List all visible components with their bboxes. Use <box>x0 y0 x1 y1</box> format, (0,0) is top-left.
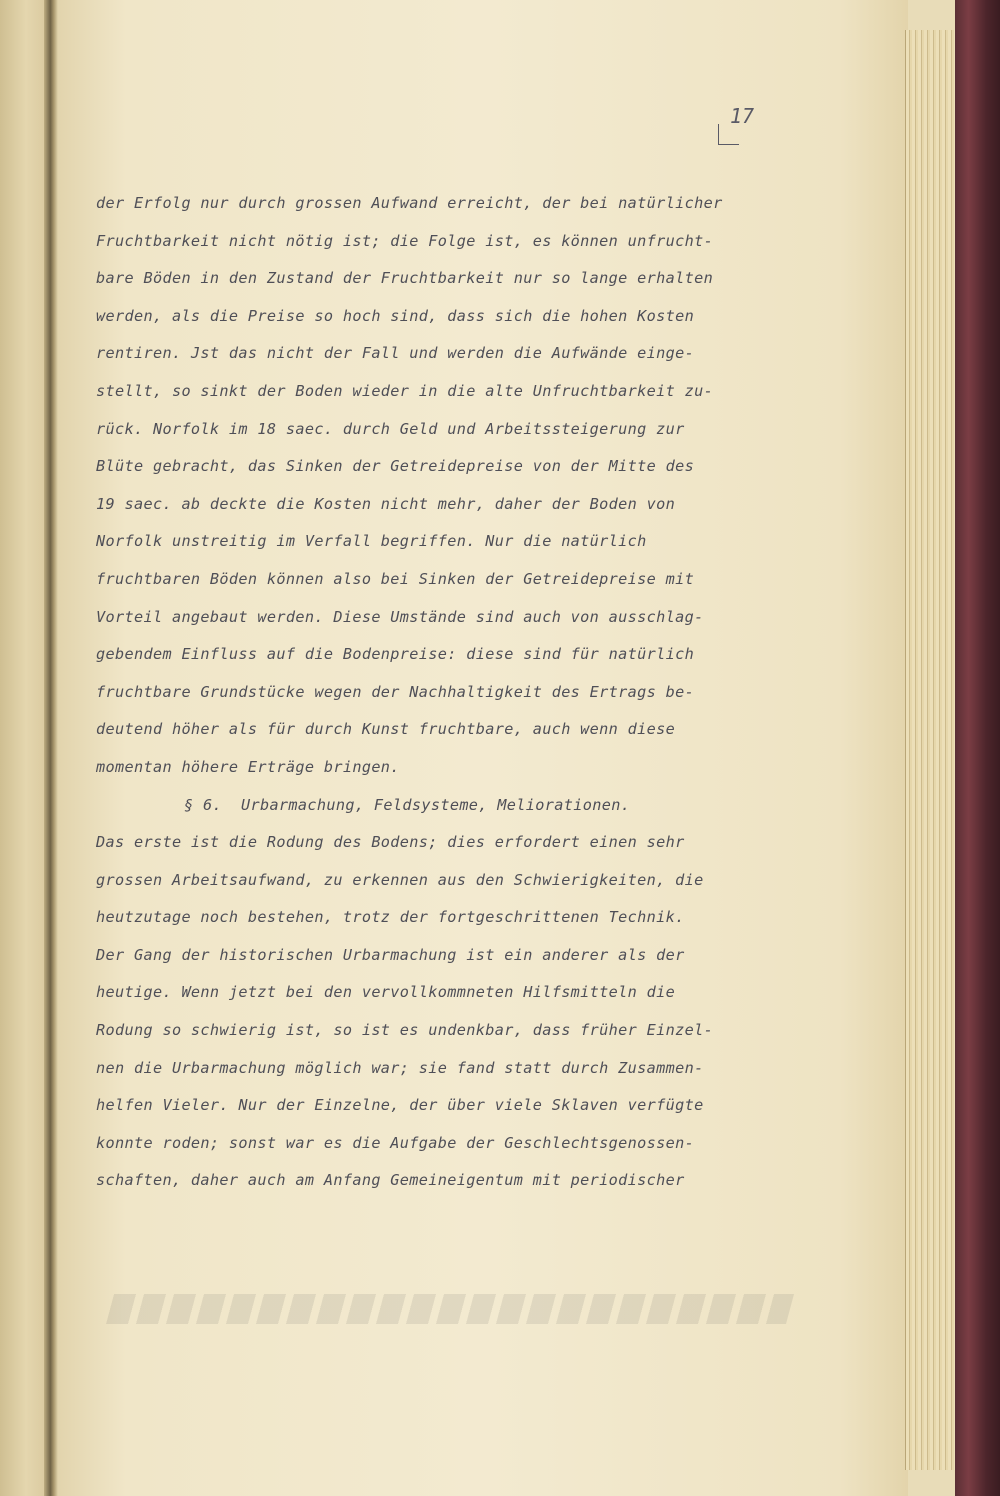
text-line: schaften, daher auch am Anfang Gemeineigentum mit periodischer <box>96 1171 685 1190</box>
faded-bleed-through-note <box>106 1294 794 1324</box>
text-line: heutige. Wenn jetzt bei den vervollkommneten Hilfsmitteln die <box>96 983 676 1002</box>
text-line: rentiren. Jst das nicht der Fall und werden die Aufwände einge- <box>96 344 695 363</box>
text-line: heutzutage noch bestehen, trotz der fortgeschrittenen Technik. <box>96 908 685 927</box>
text-line: der Erfolg nur durch grossen Aufwand erreicht, der bei natürlicher <box>96 194 723 212</box>
text-line: Rodung so schwierig ist, so ist es undenkbar, dass früher Einzel- <box>96 1021 714 1040</box>
page-number: 17 <box>730 104 755 128</box>
text-line: Fruchtbarkeit nicht nötig ist; die Folge ist, es können unfrucht- <box>96 231 714 250</box>
page-stack-edges <box>905 30 956 1470</box>
page-number-mark <box>718 124 739 145</box>
text-line: helfen Vieler. Nur der Einzelne, der über viele Sklaven verfügte <box>96 1096 704 1115</box>
text-line: fruchtbare Grundstücke wegen der Nachhaltigkeit des Ertrags be- <box>96 682 695 701</box>
text-line: Norfolk unstreitig im Verfall begriffen. Nur die natürlich <box>96 532 647 551</box>
text-line: gebendem Einfluss auf die Bodenpreise: diese sind für natürlich <box>96 645 695 664</box>
text-line: grossen Arbeitsaufwand, zu erkennen aus den Schwierigkeiten, die <box>96 870 704 889</box>
text-line: Das erste ist die Rodung des Bodens; dies erfordert einen sehr <box>96 833 685 852</box>
text-line: nen die Urbarmachung möglich war; sie fand statt durch Zusammen- <box>96 1058 704 1077</box>
text-line: stellt, so sinkt der Boden wieder in die alte Unfruchtbarkeit zu- <box>96 381 714 400</box>
section-heading: § 6. Urbarmachung, Feldsysteme, Meliorationen. <box>184 795 631 814</box>
text-line: werden, als die Preise so hoch sind, dass sich die hohen Kosten <box>96 306 695 325</box>
text-line: Blüte gebracht, das Sinken der Getreidepreise von der Mitte des <box>96 457 695 476</box>
text-line: momentan höhere Erträge bringen. <box>96 757 400 776</box>
book-gutter <box>44 0 58 1496</box>
text-line: Der Gang der historischen Urbarmachung ist ein anderer als der <box>96 945 685 964</box>
text-line: konnte roden; sonst war es die Aufgabe der Geschlechtsgenossen- <box>96 1133 695 1152</box>
body-text <box>96 190 836 1205</box>
book-cover <box>955 0 1000 1496</box>
text-line: deutend höher als für durch Kunst fruchtbare, auch wenn diese <box>96 720 676 739</box>
text-line: rück. Norfolk im 18 saec. durch Geld und Arbeitssteigerung zur <box>96 419 685 438</box>
text-line: Vorteil angebaut werden. Diese Umstände sind auch von ausschlag- <box>96 607 704 626</box>
text-line: 19 saec. ab deckte die Kosten nicht mehr, daher der Boden von <box>96 494 676 513</box>
text-line: fruchtbaren Böden können also bei Sinken der Getreidepreise mit <box>96 569 695 588</box>
text-line: bare Böden in den Zustand der Fruchtbarkeit nur so lange erhalten <box>96 269 714 288</box>
